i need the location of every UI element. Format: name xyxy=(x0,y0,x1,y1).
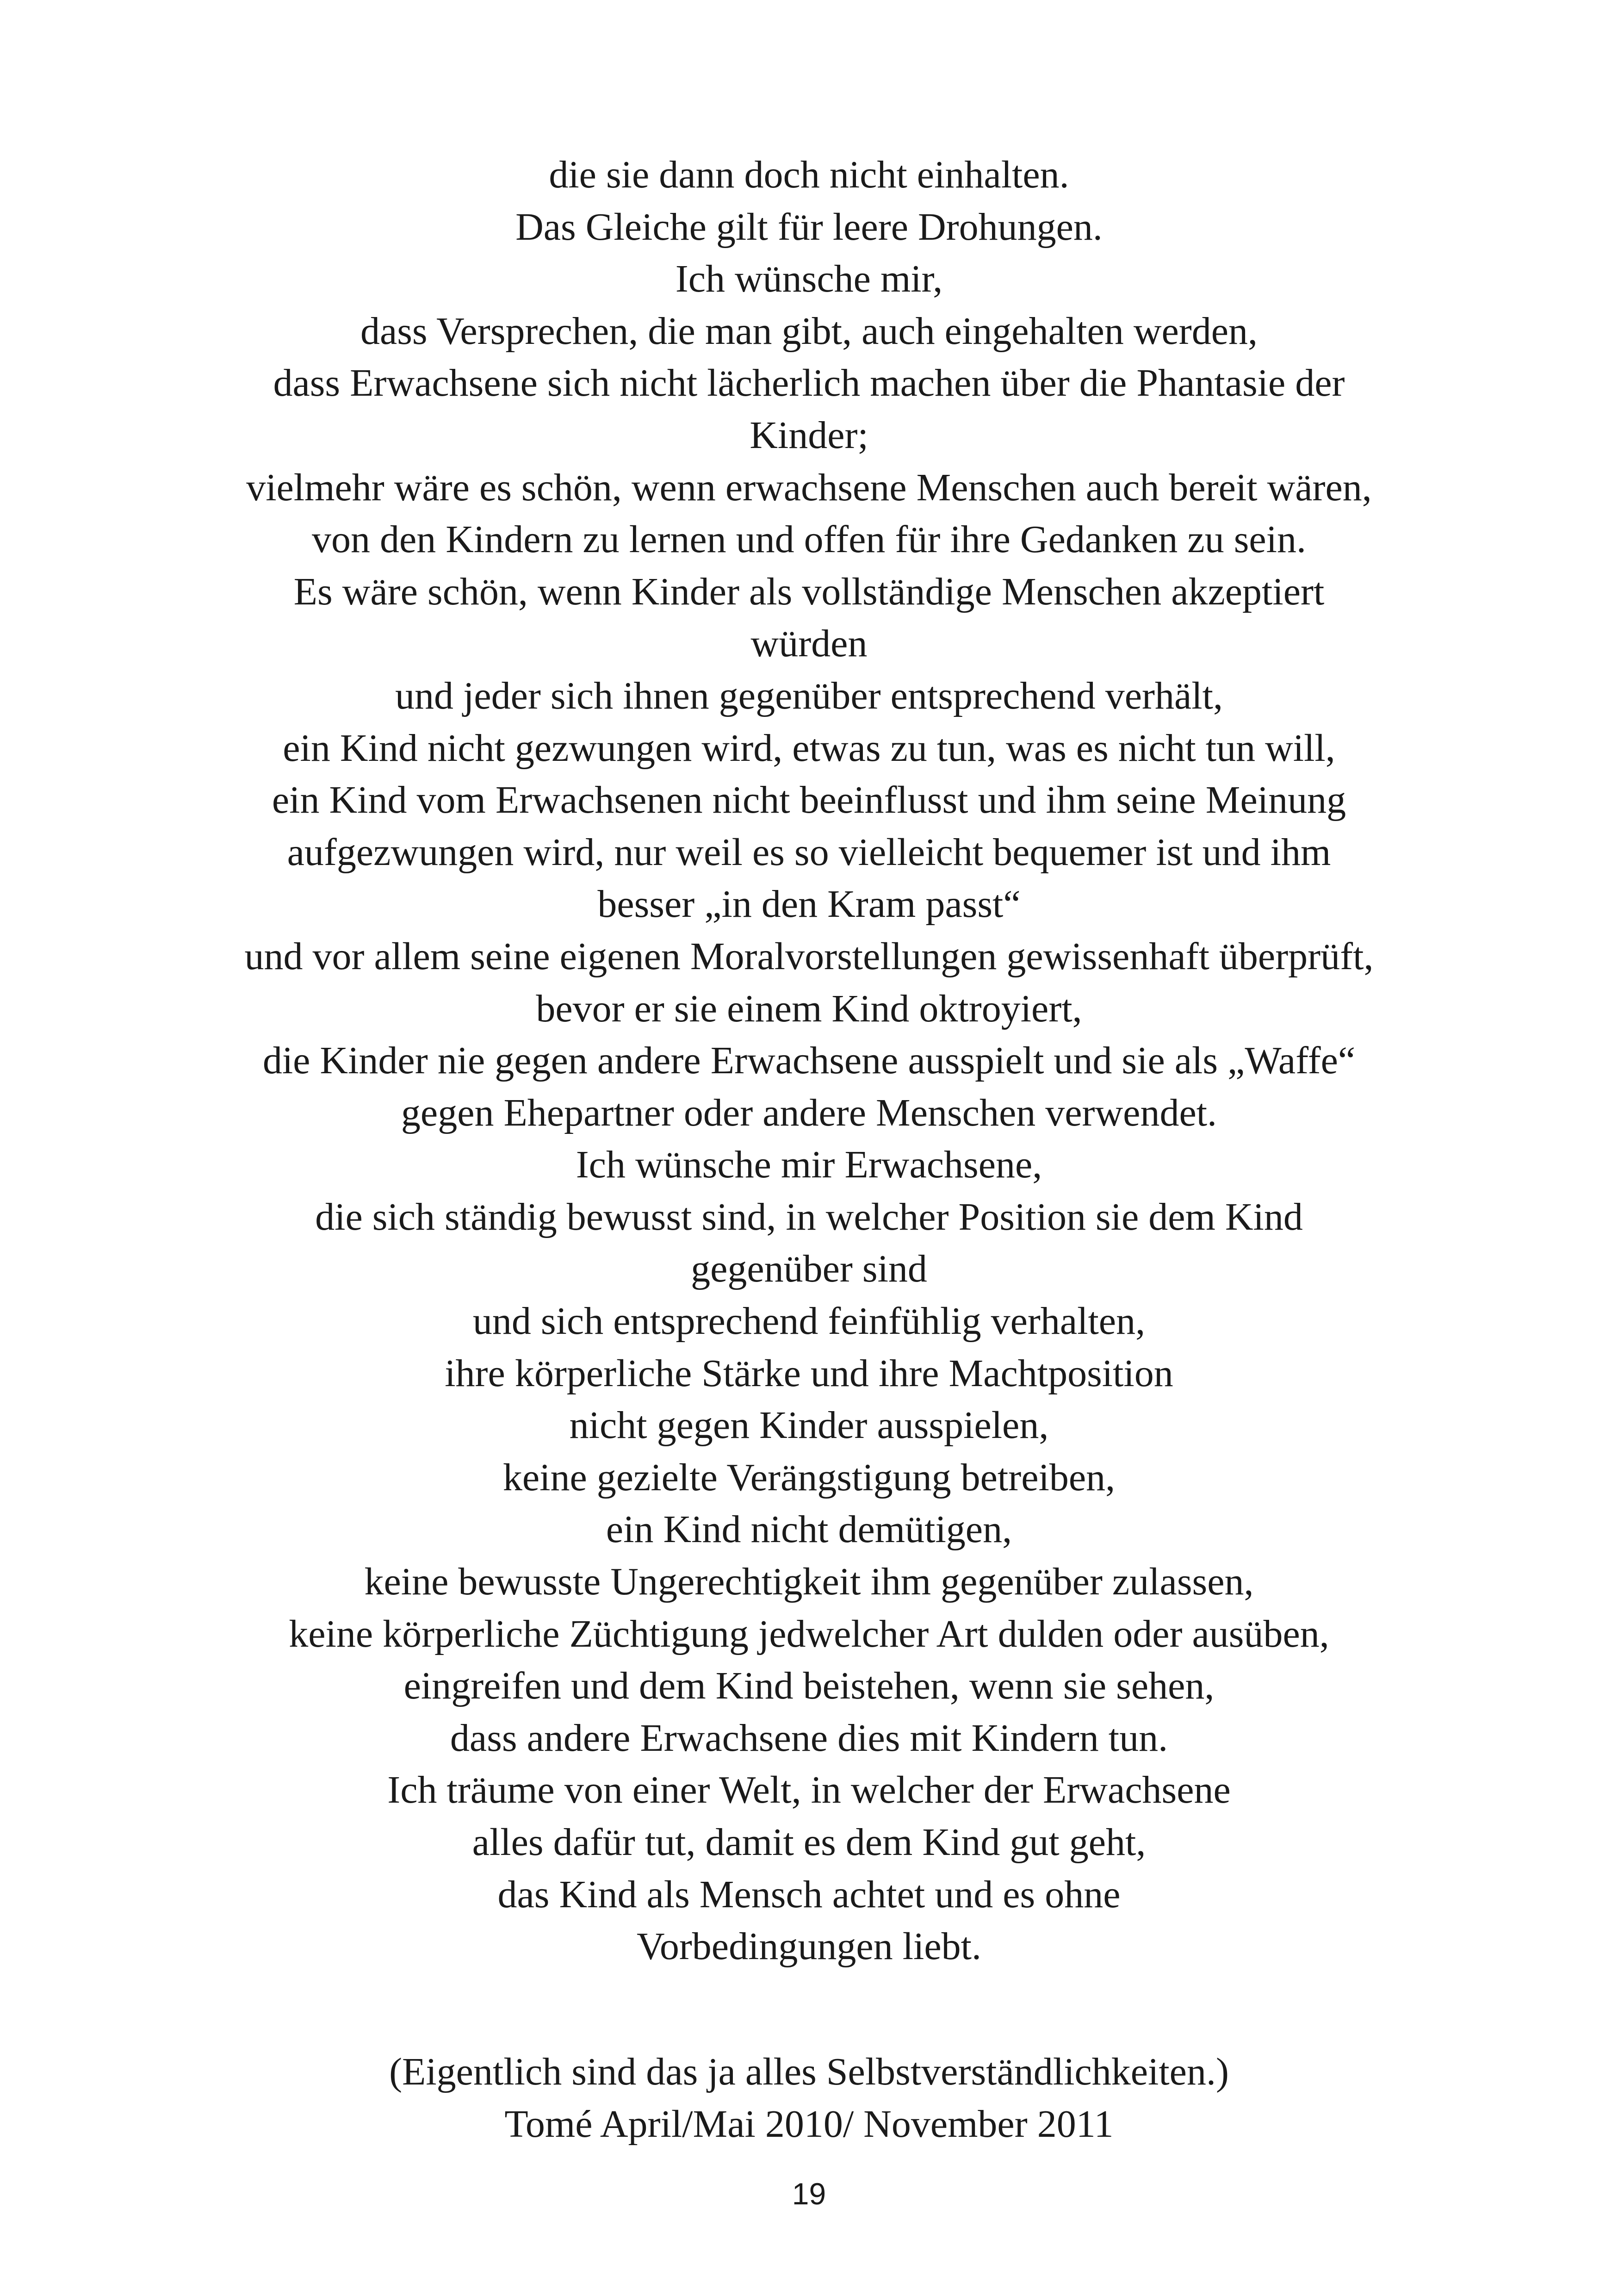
poem-line: dass andere Erwachsene dies mit Kindern tun. xyxy=(450,1716,1168,1760)
poem-line: ein Kind vom Erwachsenen nicht beeinflusst und ihm seine Meinung xyxy=(272,778,1346,822)
poem-line: eingreifen und dem Kind beistehen, wenn sie sehen, xyxy=(403,1664,1215,1708)
poem-line: vielmehr wäre es schön, wenn erwachsene Menschen auch bereit wären, xyxy=(246,466,1372,509)
closing-remark: (Eigentlich sind das ja alles Selbstverständlichkeiten.) xyxy=(389,2050,1229,2093)
poem-line: Ich wünsche mir Erwachsene, xyxy=(576,1143,1042,1187)
poem-line: die Kinder nie gegen andere Erwachsene ausspielt und sie als „Waffe“ xyxy=(262,1039,1356,1083)
poem-line: Ich träume von einer Welt, in welcher der Erwachsene xyxy=(387,1768,1231,1812)
poem-line: würden xyxy=(750,622,868,666)
poem-line: dass Versprechen, die man gibt, auch eingehalten werden, xyxy=(360,309,1258,353)
poem-line: besser „in den Kram passt“ xyxy=(597,883,1021,926)
poem-line: die sie dann doch nicht einhalten. xyxy=(549,153,1069,196)
poem-line: dass Erwachsene sich nicht lächerlich machen über die Phantasie der xyxy=(273,361,1345,405)
poem-line: Ich wünsche mir, xyxy=(675,257,943,301)
poem-line: ein Kind nicht gezwungen wird, etwas zu tun, was es nicht tun will, xyxy=(283,726,1335,770)
closing-block xyxy=(139,2046,1479,2150)
poem-line: ein Kind nicht demütigen, xyxy=(606,1508,1012,1551)
poem-line: Es wäre schön, wenn Kinder als vollständige Menschen akzeptiert xyxy=(293,570,1325,613)
page-number: 19 xyxy=(792,2177,826,2211)
poem-line: aufgezwungen wird, nur weil es so vielleicht bequemer ist und ihm xyxy=(287,830,1331,874)
poem-line: nicht gegen Kinder ausspielen, xyxy=(569,1404,1049,1447)
poem-line: gegen Ehepartner oder andere Menschen verwendet. xyxy=(401,1091,1217,1134)
poem-line: bevor er sie einem Kind oktroyiert, xyxy=(536,987,1082,1030)
poem-line: und vor allem seine eigenen Moralvorstellungen gewissenhaft überprüft, xyxy=(244,934,1374,978)
poem-line: ihre körperliche Stärke und ihre Machtposition xyxy=(445,1351,1173,1395)
poem-line: keine gezielte Verängstigung betreiben, xyxy=(502,1456,1116,1499)
poem-line: das Kind als Mensch achtet und es ohne xyxy=(497,1873,1121,1916)
poem-line: Das Gleiche gilt für leere Drohungen. xyxy=(515,205,1103,249)
poem-line: von den Kindern zu lernen und offen für ihre Gedanken zu sein. xyxy=(311,518,1307,561)
poem-line: gegenüber sind xyxy=(691,1247,927,1291)
poem-line: keine körperliche Züchtigung jedwelcher Art dulden oder ausüben, xyxy=(289,1612,1329,1655)
poem-line: die sich ständig bewusst sind, in welcher Position sie dem Kind xyxy=(315,1195,1303,1238)
poem-line: keine bewusste Ungerechtigkeit ihm gegenüber zulassen, xyxy=(364,1560,1254,1604)
poem-line: alles dafür tut, damit es dem Kind gut geht, xyxy=(472,1821,1146,1864)
poem-text xyxy=(139,149,1479,1973)
poem-line: und sich entsprechend feinfühlig verhalten, xyxy=(472,1300,1146,1343)
poem-line: Vorbedingungen liebt. xyxy=(636,1925,981,1968)
author-signature: Tomé April/Mai 2010/ November 2011 xyxy=(504,2103,1114,2146)
poem-line: Kinder; xyxy=(750,413,868,457)
poem-line: und jeder sich ihnen gegenüber entsprechend verhält, xyxy=(395,674,1223,717)
